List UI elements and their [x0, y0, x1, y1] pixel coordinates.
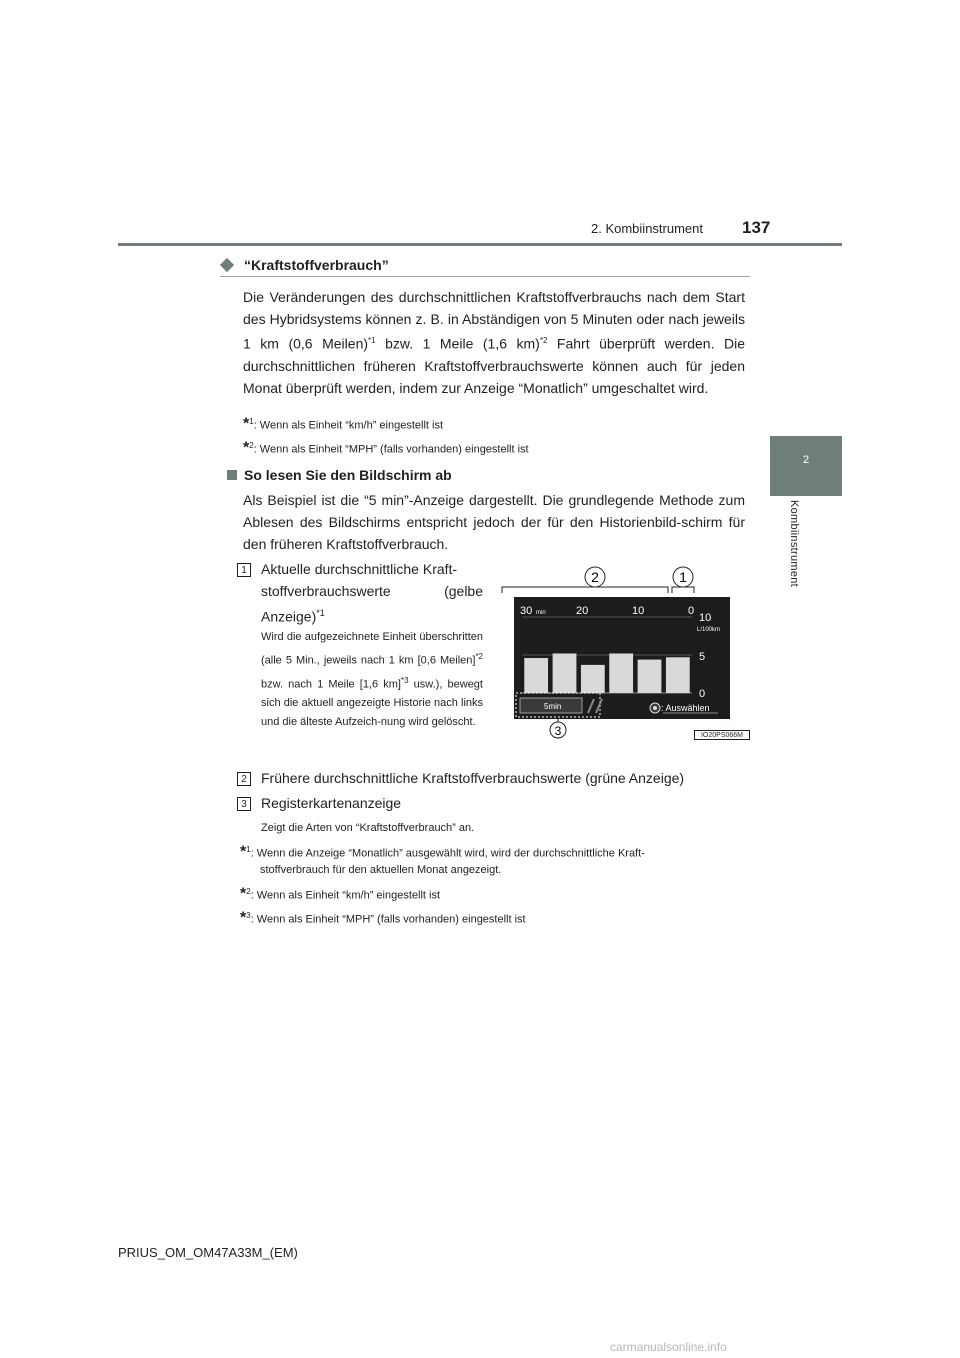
- watermark: carmanualsonline.info: [610, 1340, 727, 1354]
- item-2-text: Frühere durchschnittliche Kraftstoffverbrauchswerte (grüne Anzeige): [261, 770, 685, 786]
- section-title: [220, 257, 389, 273]
- callout-label-1: 1: [679, 569, 687, 585]
- y-tick: 5: [699, 651, 706, 663]
- diamond-bullet-icon: [220, 258, 234, 272]
- consumption-bar: [609, 653, 633, 693]
- header-divider: [118, 243, 842, 246]
- callout-bracket-2: [502, 587, 668, 593]
- document-id: PRIUS_OM_OM47A33M_(EM): [118, 1245, 298, 1260]
- footnote-2: *$^2$: Wenn als Einheit “km/h” eingestellt ist: [240, 885, 441, 903]
- fuel-consumption-screen-illustration: [492, 561, 750, 739]
- footnote-1: *$^1$: Wenn die Anzeige “Monatlich” ausgewählt wird, wird der durchschnittliche Kraft- stoffverbrauch für den aktuellen Monat angezeigt.: [240, 843, 645, 876]
- figure-code: IO20PS066M: [694, 730, 750, 740]
- item-number-2: 2: [237, 772, 251, 786]
- chapter-label: Kombiinstrument: [788, 500, 800, 588]
- y-tick: 0: [699, 688, 706, 700]
- section-divider: [220, 276, 750, 277]
- consumption-bar: [581, 665, 605, 693]
- x-tick: 10: [632, 605, 645, 617]
- callout-bracket-1: [672, 587, 694, 593]
- note-1: *$^1$: Wenn als Einheit “km/h” eingestellt ist: [243, 415, 444, 433]
- square-bullet-icon: [227, 470, 237, 480]
- subsection-title-text: So lesen Sie den Bildschirm ab: [244, 467, 452, 483]
- item-3-text: Registerkartenanzeige: [261, 795, 402, 811]
- consumption-bar: [638, 660, 662, 693]
- subsection-intro: Als Beispiel ist die “5 min”-Anzeige dargestellt. Die grundlegende Methode zum Ablesen des Bildschirms entspricht jedoch der für den Historienbild-schirm für den früheren Kraftstoffverbrauch.: [243, 492, 745, 552]
- y-unit: L/100km: [697, 627, 721, 633]
- note-2: *$^2$: Wenn als Einheit “MPH” (falls vorhanden) eingestellt ist: [243, 439, 529, 457]
- footnote-3: *$^3$: Wenn als Einheit “MPH” (falls vorhanden) eingestellt ist: [240, 909, 526, 927]
- callout-label-2: 2: [591, 569, 599, 585]
- x-tick: 20: [576, 605, 589, 617]
- footnote-ref: *2: [539, 336, 548, 345]
- chapter-tab: 2: [770, 436, 842, 496]
- x-tick: 0: [688, 605, 695, 617]
- section-intro: Die Veränderungen des durchschnittlichen Kraftstoffverbrauchs nach dem Start des Hybridsystems können z. B. in Abständigen von 5 Minuten oder nach jeweils 1 km (0,6 Meilen)$^{*1}$ bzw. 1 Meile (1,6 km)$^{*2}$ Fahrt überprüft werden. Die durchschnittlichen früheren Kraftstoffverbrauchswerte können auch für jeden Monat überprüft werden, indem zur Anzeige “Monatlich” umgeschaltet wird.: [243, 289, 745, 396]
- x-tick: 30: [520, 605, 533, 617]
- item-1-title: Aktuelle durchschnittliche Kraft- stoffverbrauchswerte (gelbe Anzeige)$^{*1}$: [261, 561, 483, 625]
- consumption-bar: [553, 653, 577, 693]
- y-tick: 10: [699, 612, 712, 624]
- tab-5min-label: 5min: [544, 702, 562, 711]
- subsection-title: [227, 467, 452, 483]
- footnote-ref: *1: [368, 336, 376, 345]
- header-section-title: 2. Kombiinstrument: [591, 221, 703, 236]
- item-1-detail: Wird die aufgezeichnete Einheit überschritten (alle 5 Min., jeweils nach 1 km [0,6 Meilen]$^{*2}$ bzw. nach 1 Meile [1,6 km]$^{*3}$ usw.), bewegt sich die aktuell angezeigte Historie nach links und die älteste Aufzeich-nung wird gelöscht.: [261, 631, 483, 729]
- item-number-1: 1: [237, 563, 251, 577]
- page-number: 137: [742, 218, 771, 237]
- x-unit: min: [536, 610, 546, 616]
- consumption-bar: [666, 657, 690, 693]
- item-3-detail: Zeigt die Arten von “Kraftstoffverbrauch” an.: [261, 822, 475, 834]
- fuel-consumption-figure: [492, 561, 750, 739]
- section-title-text: “Kraftstoffverbrauch”: [244, 257, 389, 273]
- item-number-3: 3: [237, 797, 251, 811]
- select-label: : Auswählen: [661, 703, 710, 713]
- callout-label-3: 3: [554, 724, 562, 738]
- consumption-bar: [524, 658, 548, 693]
